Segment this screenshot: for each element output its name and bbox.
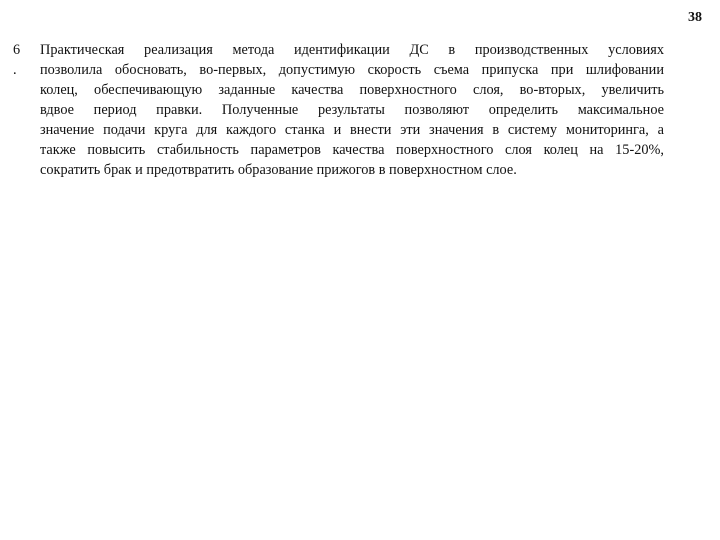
list-marker-punct: . bbox=[13, 62, 17, 78]
paragraph-line: значение подачи круга для каждого станка и внести эти значения в систему мониторинга, а bbox=[40, 122, 664, 138]
paragraph-line: сократить брак и предотвратить образование прижогов в поверхностном слое. bbox=[40, 162, 517, 178]
body-paragraph bbox=[40, 40, 664, 180]
list-marker-number: 6 bbox=[13, 42, 21, 58]
paragraph-line: колец, обеспечивающую заданные качества поверхностного слоя, во-вторых, увеличить bbox=[40, 82, 664, 98]
list-marker bbox=[13, 40, 27, 80]
paragraph-line: Практическая реализация метода идентификации ДС в производственных условиях bbox=[40, 42, 664, 58]
paragraph-line: вдвое период правки. Полученные результаты позволяют определить максимальное bbox=[40, 102, 664, 118]
paragraph-line: также повысить стабильность параметров качества поверхностного слоя колец на 15-20%, bbox=[40, 142, 664, 158]
paragraph-line: позволила обосновать, во-первых, допустимую скорость съема припуска при шлифовании bbox=[40, 62, 664, 78]
page-number: 38 bbox=[688, 10, 702, 25]
